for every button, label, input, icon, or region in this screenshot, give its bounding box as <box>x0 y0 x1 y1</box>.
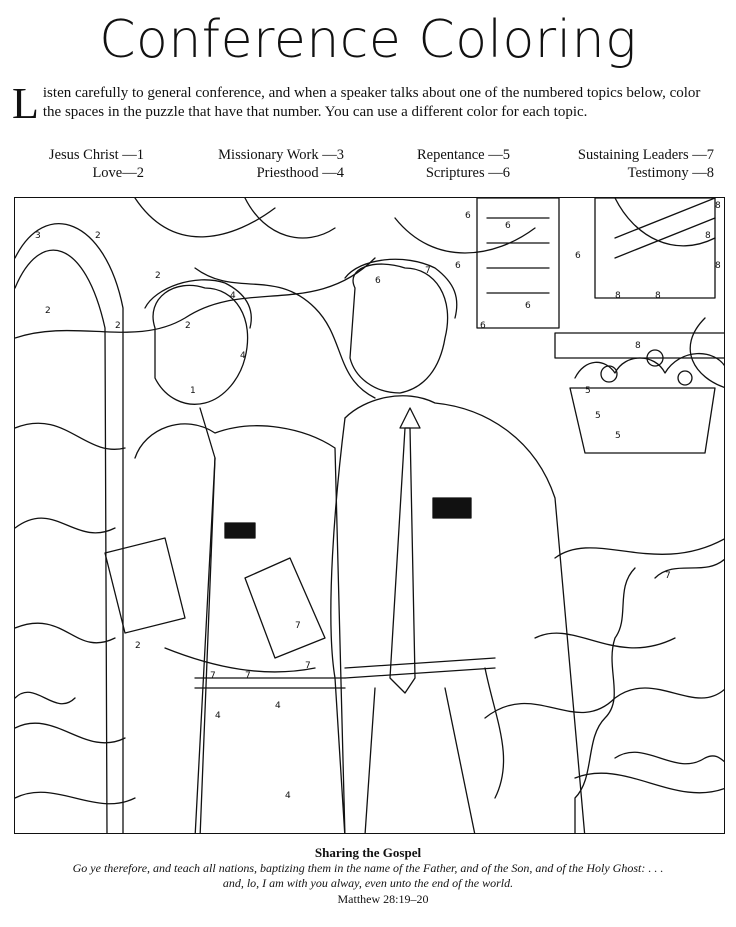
tie <box>390 428 415 693</box>
topic-missionary-work: Missionary Work —3 <box>218 147 344 163</box>
puzzle-number: 7 <box>210 671 216 681</box>
puzzle-number: 2 <box>135 641 141 651</box>
topic-group-2 <box>218 146 344 182</box>
puzzle-number: 6 <box>375 276 381 286</box>
puzzle-number-layer <box>35 201 721 801</box>
puzzle-number: 5 <box>585 386 591 396</box>
topic-priesthood: Priesthood —4 <box>256 165 344 181</box>
topic-key <box>0 146 736 186</box>
puzzle-number: 8 <box>615 291 621 301</box>
instructions <box>12 79 720 128</box>
scripture-book-left <box>105 538 185 633</box>
flower-box <box>570 388 715 453</box>
topic-jesus-christ: Jesus Christ —1 <box>48 147 144 163</box>
topic-sustaining-leaders: Sustaining Leaders —7 <box>577 147 714 163</box>
puzzle-number: 2 <box>155 271 161 281</box>
puzzle-number: 8 <box>635 341 641 351</box>
puzzle-number: 8 <box>715 201 721 211</box>
elder-right-head <box>350 264 448 393</box>
puzzle-number: 6 <box>575 251 581 261</box>
name-tag-icon <box>433 498 471 518</box>
coloring-puzzle[interactable] <box>14 197 725 834</box>
topic-group-1 <box>49 146 144 182</box>
scripture-line-2: and, lo, I am with you alway, even unto the end of the world. <box>222 876 514 890</box>
puzzle-number: 6 <box>455 261 461 271</box>
puzzle-number: 7 <box>295 621 301 631</box>
puzzle-number: 6 <box>465 211 471 221</box>
elder-left-head <box>153 285 248 404</box>
caption-title: Sharing the Gospel <box>314 845 422 860</box>
puzzle-number: 6 <box>505 221 511 231</box>
puzzle-number: 7 <box>305 661 311 671</box>
instructions-text: isten carefully to general conference, and when a speaker talks about one of the numbered topics below, color the spaces in the puzzle that have that number. You can use a different color for each topic. <box>42 85 701 120</box>
puzzle-number: 7 <box>425 266 431 276</box>
name-tag-icon <box>225 523 255 538</box>
arch-inner-line <box>15 250 107 834</box>
puzzle-number: 5 <box>615 431 621 441</box>
topic-repentance: Repentance —5 <box>416 147 510 163</box>
puzzle-number: 8 <box>705 231 711 241</box>
puzzle-number: 2 <box>115 321 121 331</box>
puzzle-number: 7 <box>665 571 671 581</box>
puzzle-number: 1 <box>190 386 196 396</box>
puzzle-illustration <box>15 198 725 834</box>
puzzle-number: 2 <box>45 306 51 316</box>
scripture-book-right <box>245 558 325 658</box>
puzzle-number: 4 <box>275 701 281 711</box>
puzzle-number: 8 <box>655 291 661 301</box>
puzzle-number: 2 <box>95 231 101 241</box>
topic-group-3 <box>417 146 510 182</box>
caption <box>0 845 736 907</box>
puzzle-number: 6 <box>525 301 531 311</box>
window-right <box>595 198 715 298</box>
puzzle-number: 6 <box>480 321 486 331</box>
topic-scriptures: Scriptures —6 <box>425 165 510 181</box>
puzzle-number: 3 <box>35 231 41 241</box>
puzzle-number: 4 <box>230 291 236 301</box>
puzzle-number: 5 <box>595 411 601 421</box>
topic-group-4 <box>578 146 714 182</box>
puzzle-number: 4 <box>285 791 291 801</box>
scripture-line-1: Go ye therefore, and teach all nations, baptizing them in the name of the Father, and of the Son, and of the Holy Ghost: . . . <box>72 861 664 875</box>
puzzle-number: 8 <box>715 261 721 271</box>
puzzle-number: 4 <box>215 711 221 721</box>
topic-testimony: Testimony —8 <box>627 165 714 181</box>
puzzle-number: 2 <box>185 321 191 331</box>
topic-love: Love—2 <box>92 165 144 181</box>
scripture-reference: Matthew 28:19–20 <box>337 892 429 906</box>
puzzle-number: 4 <box>240 351 246 361</box>
puzzle-number: 7 <box>245 671 251 681</box>
drop-cap-letter: L <box>12 79 39 128</box>
page-title: Conference Coloring <box>99 10 637 70</box>
